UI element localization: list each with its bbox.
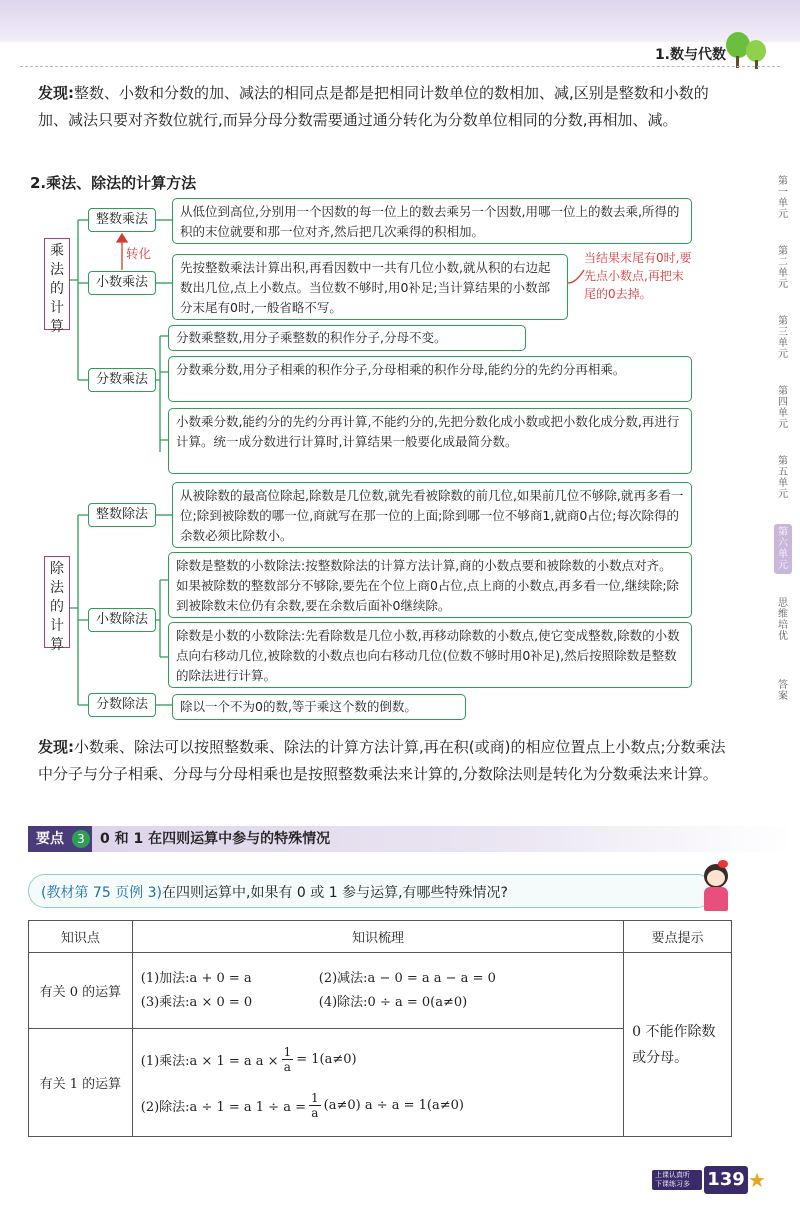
sidebar-tab-unit-3[interactable]: 第三单元 bbox=[778, 316, 788, 360]
table-row bbox=[29, 953, 732, 1029]
sidebar-tab-unit-5[interactable]: 第五单元 bbox=[778, 456, 788, 500]
sidebar-tab-answers[interactable]: 答案 bbox=[778, 680, 788, 702]
keypoint-badge: 要点 bbox=[28, 826, 92, 852]
keypoint-heading bbox=[28, 826, 788, 852]
integer-division-label: 整数除法 bbox=[88, 503, 156, 527]
header-tip: 要点提示 bbox=[624, 921, 732, 953]
multiplication-category-label: 乘法的计算 bbox=[44, 238, 70, 330]
header-topic: 知识点 bbox=[29, 921, 133, 953]
header-summary: 知识梳理 bbox=[132, 921, 623, 953]
fraction-multiplication-label: 分数乘法 bbox=[88, 368, 156, 392]
sidebar-tab-unit-2[interactable]: 第二单元 bbox=[778, 246, 788, 290]
convert-label: 转化 bbox=[126, 246, 152, 261]
row-topic-zero: 有关 0 的运算 bbox=[29, 953, 133, 1029]
one-operations bbox=[132, 1029, 623, 1137]
example-question-bar bbox=[28, 874, 714, 908]
zero-operations bbox=[132, 953, 623, 1029]
keypoint-number: 3 bbox=[72, 830, 90, 848]
zero-division: (4)除法:0 ÷ a = 0(a≠0) bbox=[318, 994, 468, 1010]
row-topic-one: 有关 1 的运算 bbox=[29, 1029, 133, 1137]
zero-multiplication: (3)乘法:a × 0 = 0 bbox=[140, 994, 253, 1010]
girl-mascot-icon bbox=[696, 860, 736, 916]
decimal-multiplication-note: 当结果末尾有0时,要先点小数点,再把末尾的0去掉。 bbox=[584, 251, 692, 301]
discovery-paragraph-1: 发现:整数、小数和分数的加、减法的相同点是都是把相同计数单位的数相加、减,区别是整数和小数的加、减法只要对齐数位就行,而异分母分数需要通过通分转化为分数单位相同的分数,再相加、减。 bbox=[38, 84, 709, 129]
fraction-times-integer-rule: 分数乘整数,用分子乘整数的积作分子,分母不变。 bbox=[168, 325, 526, 351]
decimal-division-label: 小数除法 bbox=[88, 608, 156, 632]
sidebar-tab-unit-6[interactable]: 第六单元 bbox=[774, 524, 792, 574]
integer-division-rule: 从被除数的最高位除起,除数是几位数,就先看被除数的前几位,如果前几位不够除,就再多看一位;除到被除数的哪一位,商就写在那一位的上面;除到哪一位不够商1,就商0占位;每次除得的余数必须比除数小。 bbox=[172, 482, 692, 548]
decimal-by-decimal-division-rule: 除数是小数的小数除法:先看除数是几位小数,再移动除数的小数点,使它变成整数,除数的小数点向右移动几位,被除数的小数点也向右移动几位(位数不够时用0补足),然后按照除数是整数的除法进行计算。 bbox=[168, 622, 692, 688]
zero-addition: (1)加法:a + 0 = a bbox=[140, 970, 252, 986]
one-multiplication: (1)乘法:a × 1 = a a × $\frac{1}{a}$ = 1(a≠0) bbox=[140, 1045, 357, 1074]
integer-multiplication-label: 整数乘法 bbox=[88, 208, 156, 232]
sidebar-tab-unit-1[interactable]: 第一单元 bbox=[778, 176, 788, 220]
one-division: (2)除法:a ÷ 1 = a 1 ÷ a = $\frac{1}{a}$ (a≠0) a ÷ a = 1(a≠0) bbox=[140, 1091, 464, 1120]
decimal-multiplication-rule: 先按整数乘法计算出积,再看因数中一共有几位小数,就从积的右边起数出几位,点上小数点。当位数不够时,用0补足;当计算结果的小数部分末尾有0时,一般省略不写。 bbox=[172, 254, 568, 320]
decimal-multiplication-label: 小数乘法 bbox=[88, 271, 156, 295]
section-title: 2.乘法、除法的计算方法 bbox=[30, 174, 197, 192]
table-header-row bbox=[29, 921, 732, 953]
textbook-reference: (教材第 75 页例 3) bbox=[41, 885, 162, 901]
question-text: 在四则运算中,如果有 0 或 1 参与运算,有哪些特殊情况? bbox=[162, 885, 508, 901]
zero-subtraction: (2)减法:a − 0 = a a − a = 0 bbox=[318, 970, 496, 986]
tip-cell: 0 不能作除数或分母。 bbox=[624, 953, 732, 1137]
chapter-title: 1.数与代数 bbox=[654, 47, 726, 63]
sidebar-tab-extension[interactable]: 思维培优 bbox=[778, 598, 788, 642]
sidebar-tab-unit-4[interactable]: 第四单元 bbox=[778, 386, 788, 430]
discovery-paragraph-2: 发现:小数乘、除法可以按照整数乘、除法的计算方法计算,再在积(或商)的相应位置点上小数点;分数乘法中分子与分子相乘、分母与分母相乘也是按照整数乘法来计算的,分数除法则是转化为分数乘法来计算。 bbox=[38, 738, 726, 783]
knowledge-table bbox=[28, 920, 732, 1137]
division-category-label: 除法的计算 bbox=[44, 556, 70, 648]
fraction-division-rule: 除以一个不为0的数,等于乘这个数的倒数。 bbox=[172, 694, 466, 720]
footer-slogan: 上课认真听 下课练习多 bbox=[652, 1170, 702, 1190]
page-footer bbox=[652, 1166, 768, 1194]
fraction-times-fraction-rule: 分数乘分数,用分子相乘的积作分子,分母相乘的积作分母,能约分的先约分再相乘。 bbox=[168, 356, 692, 402]
decimal-by-integer-division-rule: 除数是整数的小数除法:按整数除法的计算方法计算,商的小数点要和被除数的小数点对齐。如果被除数的整数部分不够除,要先在个位上商0占位,点上商的小数点,再多看一位,继续除;除到被除数末位仍有余数,要在余数后面补0继续除。 bbox=[168, 552, 692, 618]
decimal-times-fraction-rule: 小数乘分数,能约分的先约分再计算,不能约分的,先把分数化成小数或把小数化成分数,再进行计算。统一成分数进行计算时,计算结果一般要化成最简分数。 bbox=[168, 408, 692, 474]
keypoint-title: 0 和 1 在四则运算中参与的特殊情况 bbox=[100, 831, 331, 847]
star-icon: ★ bbox=[748, 1168, 766, 1192]
integer-multiplication-rule: 从低位到高位,分别用一个因数的每一位上的数去乘另一个因数,用哪一位上的数去乘,所得的积的末位就要和那一位对齐,然后把几次乘得的积相加。 bbox=[172, 198, 692, 244]
fraction-division-label: 分数除法 bbox=[88, 693, 156, 717]
page-number: 139 bbox=[704, 1166, 748, 1194]
